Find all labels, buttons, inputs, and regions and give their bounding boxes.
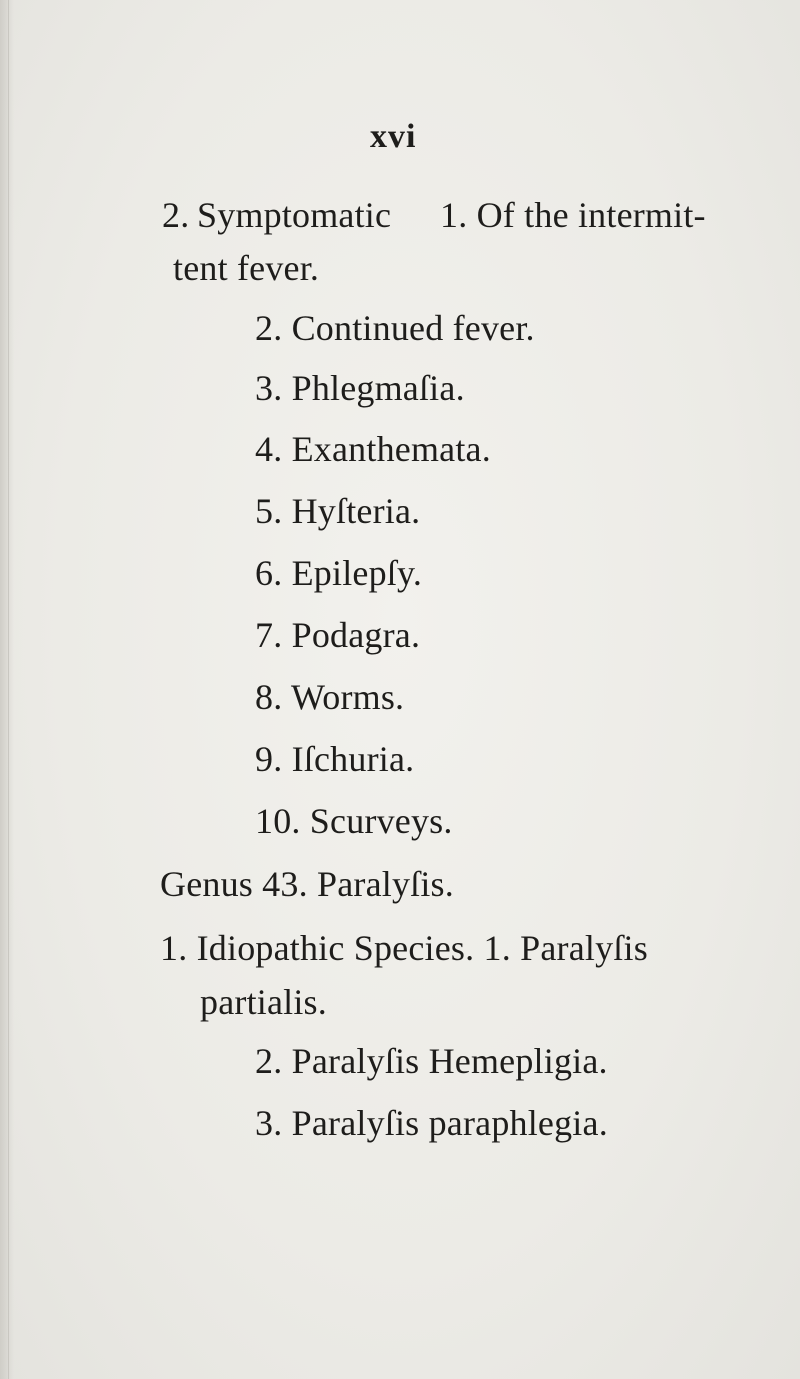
symptomatic-entry-5: 5. Hyſteria. [255, 491, 421, 531]
symptomatic-entry-1-continuation: tent fever. [173, 248, 320, 288]
binding-gutter-shadow [0, 0, 14, 1379]
page-number: xvi [370, 118, 417, 155]
idiopathic-species-line: 1. Idiopathic Species. 1. Paralyſis [160, 928, 648, 968]
genus-heading: Genus 43. Paralyſis. [160, 864, 454, 904]
binding-gutter-line [8, 0, 9, 1379]
symptomatic-entry-4: 4. Exanthemata. [255, 429, 491, 469]
symptomatic-entry-2: 2. Continued fever. [255, 308, 535, 348]
symptomatic-entry-6: 6. Epilepſy. [255, 553, 423, 593]
idiopathic-entry-3: 3. Paralyſis paraphlegia. [255, 1103, 608, 1143]
symptomatic-entry-7: 7. Podagra. [255, 615, 421, 655]
symptomatic-heading-number: 2. [162, 195, 190, 235]
symptomatic-entry-3: 3. Phlegmaſia. [255, 368, 465, 408]
symptomatic-entry-1: 1. Of the intermit- [440, 195, 706, 235]
symptomatic-entry-9: 9. Iſchuria. [255, 739, 415, 779]
idiopathic-entry-2: 2. Paralyſis Hemepligia. [255, 1041, 608, 1081]
idiopathic-species-continuation: partialis. [200, 982, 327, 1022]
symptomatic-entry-10: 10. Scurveys. [255, 801, 453, 841]
symptomatic-heading-label: Symptomatic [197, 195, 392, 235]
symptomatic-entry-8: 8. Worms. [255, 677, 405, 717]
